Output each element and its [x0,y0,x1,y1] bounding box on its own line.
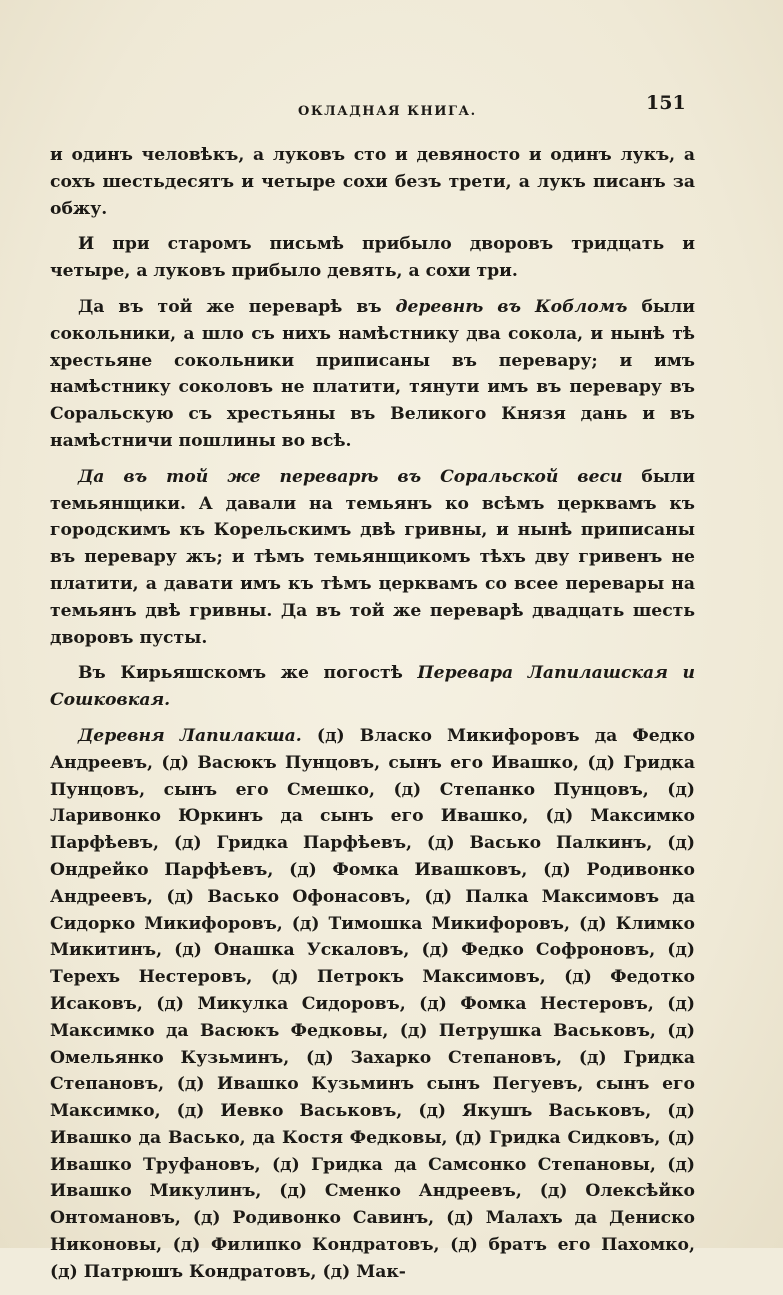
running-title: ОКЛАДНАЯ КНИГА. [298,104,477,119]
body-text [50,142,695,1295]
paragraph [50,294,695,455]
italic-place-name: деревнѣ въ Кобломъ [395,296,628,317]
paragraph [50,723,695,1286]
paragraph [50,231,695,285]
italic-section-title: Перевара Лапилашская и Сошковкая. [50,663,695,711]
paragraph [50,660,695,714]
text-run: были сокольники, а шло съ нихъ намѣстнику два сокола, и нынѣ тѣ хрестьяне сокольники приписаны въ перевару; и имъ намѣстнику соколовъ не платити, тянути имъ въ перевару въ Соральскую съ хрестьяны въ Великого Князя дань и въ намѣстничи пошлины во всѣ. [50,296,696,451]
page-number: 151 [646,92,686,114]
paragraph [50,464,695,652]
italic-place-name: Да въ той же переварѣ въ Соральской веси [78,466,623,487]
text-run: были темьянщики. А давали на темьянъ ко всѣмъ церквамъ къ городскимъ къ Корельскимъ двѣ гривны, и нынѣ приписаны въ перевару жъ; и тѣмъ темьянщикомъ тѣхъ дву гривенъ не платити, а давати имъ къ тѣмъ церквамъ со всее перевары на темьянъ двѣ гривны. Да въ той же переварѣ двадцать шесть дворовъ пусты. [50,466,695,648]
italic-village-name: Деревня Лапилакша. [78,725,302,746]
text-run: (д) Власко Микифоровъ да Федко Андреевъ, (д) Васюкъ Пунцовъ, сынъ его Ивашко, (д) Гридка Пунцовъ, сынъ его Смешко, (д) Степанко Пунцовъ, (д) Ларивонко Юркинъ да сынъ его Ивашко, (д) Максимко Парфѣевъ, (д) Гридка Парфѣевъ, (д) Васько Палкинъ, (д) Ондрейко Парфѣевъ, (д) Фомка Ивашковъ, (д) Родивонко Андреевъ, (д) Васько Офонасовъ, (д) Палка Максимовъ да Сидорко Микифоровъ, (д) Тимошка Микифоровъ, (д) Климко Микитинъ, (д) Онашка Ускаловъ, (д) Федко Софроновъ, (д) Терехъ Нестеровъ, (д) Петрокъ Максимовъ, (д) Федотко Исаковъ, (д) Микулка Сидоровъ, (д) Фомка Нестеровъ, (д) Максимко да Васюкъ Федковы, (д) Петрушка Васьковъ, (д) Омельянко Кузьминъ, (д) Захарко Степановъ, (д) Гридка Степановъ, (д) Ивашко Кузьминъ сынъ Пегуевъ, сынъ его Максимко, (д) Иевко Васьковъ, (д) Якушъ Васьковъ, (д) Ивашко да Васько, да Костя Федковы, (д) Гридка Сидковъ, (д) Ивашко Труфановъ, (д) Гридка да Самсонко Степановы, (д) Ивашко Микулинъ, (д) Сменко Андреевъ, (д) Олексѣйко Онтомановъ, (д) Родивонко Савинъ, (д) Малахъ да Дениско Никоновы, (д) Филипко Кондратовъ, (д) братъ его Пахомко, (д) Патрюшъ Кондратовъ, (д) Мак- [50,725,695,1282]
text-run: Въ Кирьяшскомъ же погостѣ [78,663,418,684]
text-run: и одинъ человѣкъ, а луковъ сто и девяносто и одинъ лукъ, а сохъ шестьдесятъ и четыре сохи безъ трети, а лукъ писанъ за обжу. [50,145,695,219]
text-run: Да въ той же переварѣ въ [78,296,396,317]
page-header [0,92,783,122]
paragraph [50,142,695,222]
text-run: И при старомъ письмѣ прибыло дворовъ тридцать и четыре, а луковъ прибыло девять, а сохи три. [50,234,695,282]
